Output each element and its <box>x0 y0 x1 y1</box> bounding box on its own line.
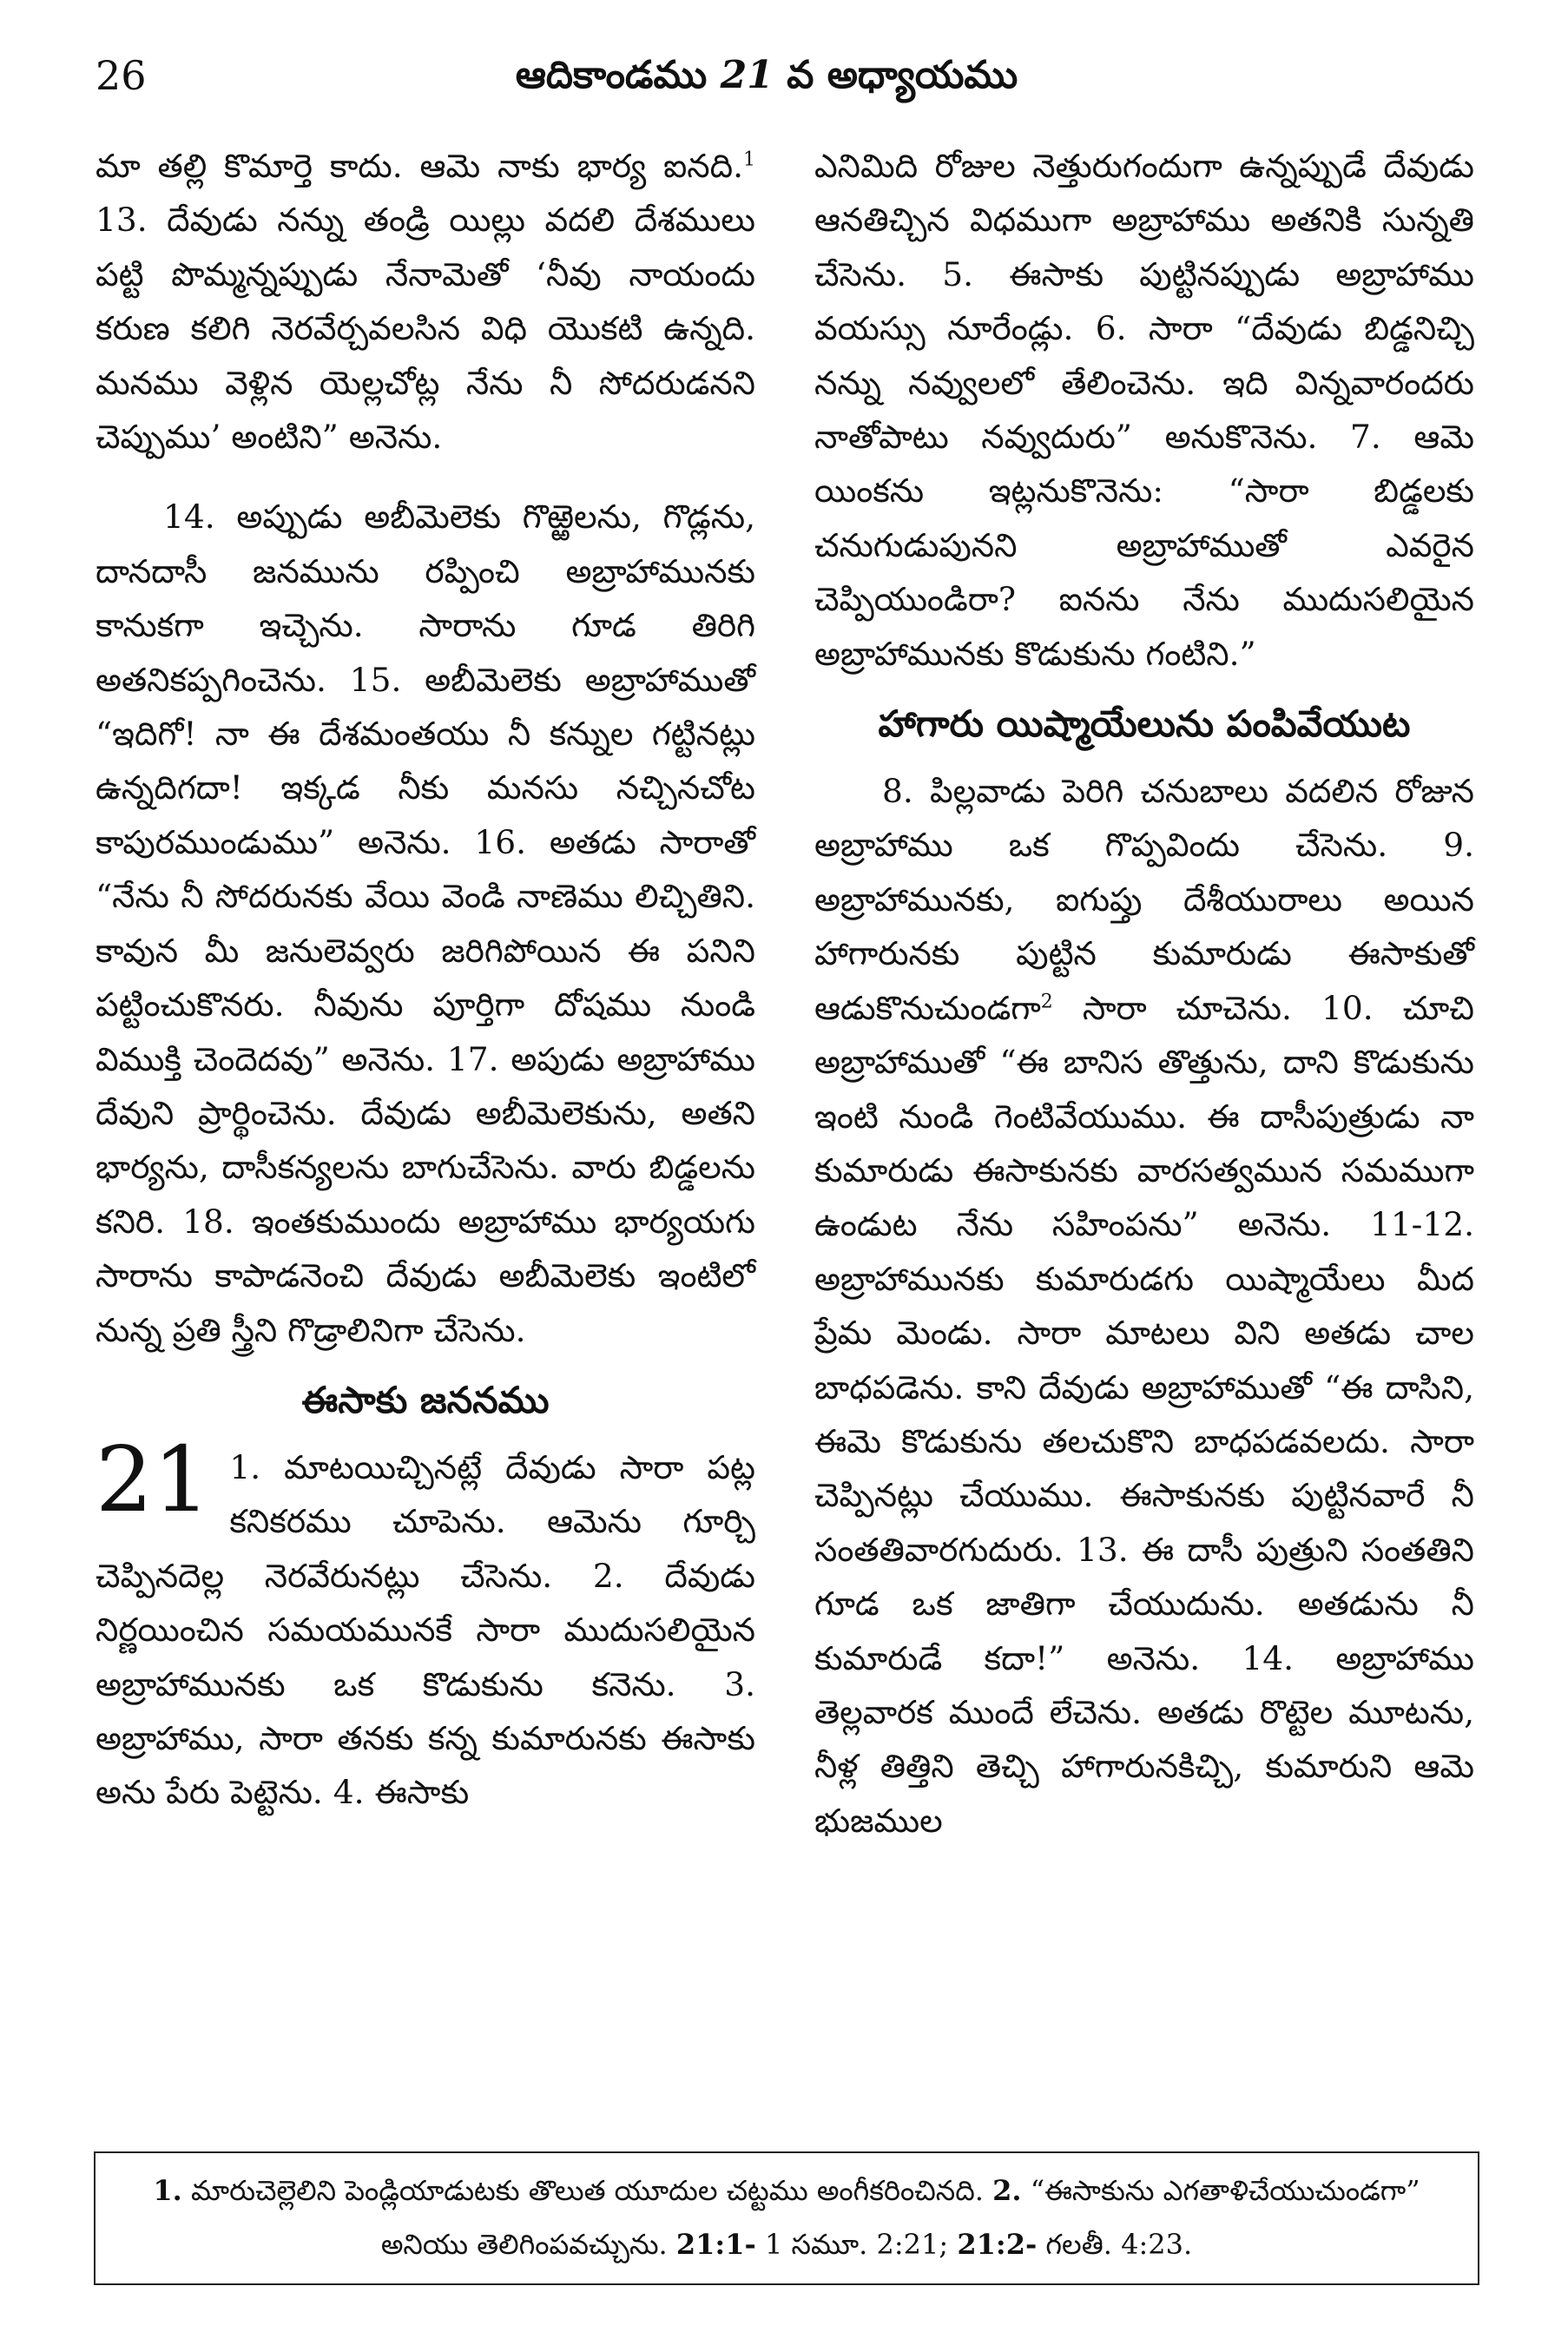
paragraph: 14. అప్పుడు అబీమెలెకు గొఱ్ఱెలను, గొడ్లను, దానదాసీ జనమును రప్పించి అబ్రాహామునకు కానుకగా ఇచ్చెను. సారాను గూడ తిరిగి అతనికప్పగించెను. 15. అబీమెలెకు అబ్రాహాముతో “ఇదిగో! నా ఈ దేశమంతయు నీ కన్నుల గట్టినట్లు ఉన్నదిగదా! ఇక్కడ నీకు మనసు నచ్చినచోట కాపురముండుము” అనెను. 16. అతడు సారాతో “నేను నీ సోదరునకు వేయి వెండి నాణెము లిచ్చితిని. కావున మీ జనులెవ్వరు జరిగిపోయిన ఈ పనిని పట్టించుకొనరు. నీవును పూర్తిగా దోషము నుండి విముక్తి చెందెదవు” అనెను. 17. అపుడు అబ్రాహాము దేవుని ప్రార్థించెను. దేవుడు అబీమెలెకును, అతని భార్యను, దాసీకన్యలను బాగుచేసెను. వారు బిడ్డలను కనిరి. 18. ఇంతకుముందు అబ్రాహాము భార్యయగు సారాను కాపాడనెంచి దేవుడు అబీమెలెకు ఇంటిలో నున్న ప్రతి స్త్రీని గొడ్రాలినిగా చేసెను. <box>96 497 755 1349</box>
chapter-number: 21 <box>96 1426 211 1532</box>
cross-reference-text: 1 సమూ. 2:21; <box>755 2228 958 2261</box>
section-heading: హాగారు యిష్మాయేలును పంపివేయుట <box>878 702 1411 746</box>
right-column <box>814 139 1474 1848</box>
paragraph-text: 1. మాటయిచ్చినట్లే దేవుడు సారా పట్ల కనికరము చూపెను. ఆమెను గూర్చి చెప్పినదెల్ల నెరవేరునట్లు చేసెను. 2. దేవుడు నిర్ణయించిన సమయమునకే సారా ముదుసలియైన అబ్రాహామునకు ఒక కొడుకును కనెను. 3. అబ్రాహాము, సారా తనకు కన్న కుమారునకు ఈసాకు అను పేరు పెట్టెను. 4. ఈసాకు <box>96 1447 755 1812</box>
cross-reference-text: గలతీ. 4:23. <box>1037 2228 1193 2261</box>
paragraph: ఎనిమిది రోజుల నెత్తురుగందుగా ఉన్నప్పుడే దేవుడు ఆనతిచ్చిన విధముగా అబ్రాహాము అతనికి సున్నతి చేసెను. 5. ఈసాకు పుట్టినప్పుడు అబ్రాహాము వయస్సు నూరేండ్లు. 6. సారా “దేవుడు బిడ్డనిచ్చి నన్ను నవ్వులలో తేలించెను. ఇది విన్నవారందరు నాతోపాటు నవ్వుదురు” అనుకొనెను. 7. ఆమె యింకను ఇట్లనుకొనెను: “సారా బిడ్డలకు చనుగుడుపునని అబ్రాహాముతో ఎవరైన చెప్పియుండిరా? ఐనను నేను ముదుసలియైన అబ్రాహామునకు కొడుకును గంటిని.” <box>814 147 1474 673</box>
text-columns <box>96 139 1476 2136</box>
paragraph <box>96 139 755 464</box>
footnote-marker[interactable]: 2 <box>1040 991 1053 1013</box>
cross-reference-verse: 21:1- <box>675 2228 756 2261</box>
page-number: 26 <box>96 52 147 99</box>
footnotes-box <box>94 2151 1479 2285</box>
paragraph <box>814 764 1474 1848</box>
paragraph-text: సారా చూచెను. 10. చూచి అబ్రాహాముతో “ఈ బానిస తొత్తును, దాని కొడుకును ఇంటి నుండి గెంటివేయుము. ఈ దాసీపుత్రుడు నా కుమారుడు ఈసాకునకు వారసత్వమున సమముగా ఉండుట నేను సహింపను” అనెను. 11-12. అబ్రాహామునకు కుమారుడగు యిష్మాయేలు మీద ప్రేమ మెండు. సారా మాటలు విని అతడు చాల బాధపడెను. కాని దేవుడు అబ్రాహాముతో “ఈ దాసిని, ఈమె కొడుకును తలచుకొని బాధపడవలదు. సారా చెప్పినట్లు చేయుము. ఈసాకునకు పుట్టినవారే నీ సంతతివారగుదురు. 13. ఈ దాసీ పుత్రుని సంతతిని గూడ ఒక జాతిగా చేయుదును. అతడును నీ కుమారుడే కదా!” అనెను. 14. అబ్రాహాము తెల్లవారక ముందే లేచెను. అతడు రొట్టెల మూటను, నీళ్ల తిత్తిని తెచ్చి హాగారునకిచ్చి, కుమారుని ఆమె భుజముల <box>814 988 1474 1840</box>
footnote-text: “ఈసాకును ఎగతాళిచేయుచుండగా” అనియు తెలిగింపవచ్చును. <box>380 2174 1420 2261</box>
footnote-text: మారుచెల్లెలిని పెండ్లియాడుటకు తొలుత యూదుల చట్టము అంగీకరించినది. <box>181 2174 993 2207</box>
paragraph-text: 13. దేవుడు నన్ను తండ్రి యిల్లు వదలి దేశములు పట్టి పొమ్మన్నప్పుడు నేనామెతో ‘నీవు నాయందు కరుణ కలిగి నెరవేర్చవలసిన విధి యొకటి ఉన్నది. మనము వెళ్లిన యెల్లచోట్ల నేను నీ సోదరుడనని చెప్పుము’ అంటిని” అనెను. <box>96 201 755 457</box>
cross-reference-verse: 21:2- <box>957 2228 1038 2261</box>
paragraph-text: మా తల్లి కొమార్తె కాదు. ఆమె నాకు భార్య ఐనది. <box>96 147 743 185</box>
running-head-book: ఆదికాండము <box>515 53 721 97</box>
running-head-chapter: 21 <box>720 53 774 97</box>
footnote-number: 1. <box>153 2174 182 2207</box>
footnote-marker[interactable]: 1 <box>743 148 755 171</box>
paragraph-text: 8. పిల్లవాడు పెరిగి చనుబాలు వదలిన రోజున అబ్రాహాము ఒక గొప్పవిందు చేసెను. 9. అబ్రాహామునకు, ఐగుప్తు దేశీయురాలు అయిన హాగారునకు పుట్టిన కుమారుడు ఈసాకుతో ఆడుకొనుచుండగా <box>814 772 1474 1027</box>
running-head-label: వ అధ్యాయము <box>773 53 1018 97</box>
footnote-number: 2. <box>992 2174 1022 2207</box>
left-column <box>96 139 755 1820</box>
chapter-paragraph <box>96 1426 755 1820</box>
page-header <box>96 45 1438 106</box>
running-head <box>96 45 1438 106</box>
section-heading: ఈసాకు జననము <box>301 1378 550 1421</box>
